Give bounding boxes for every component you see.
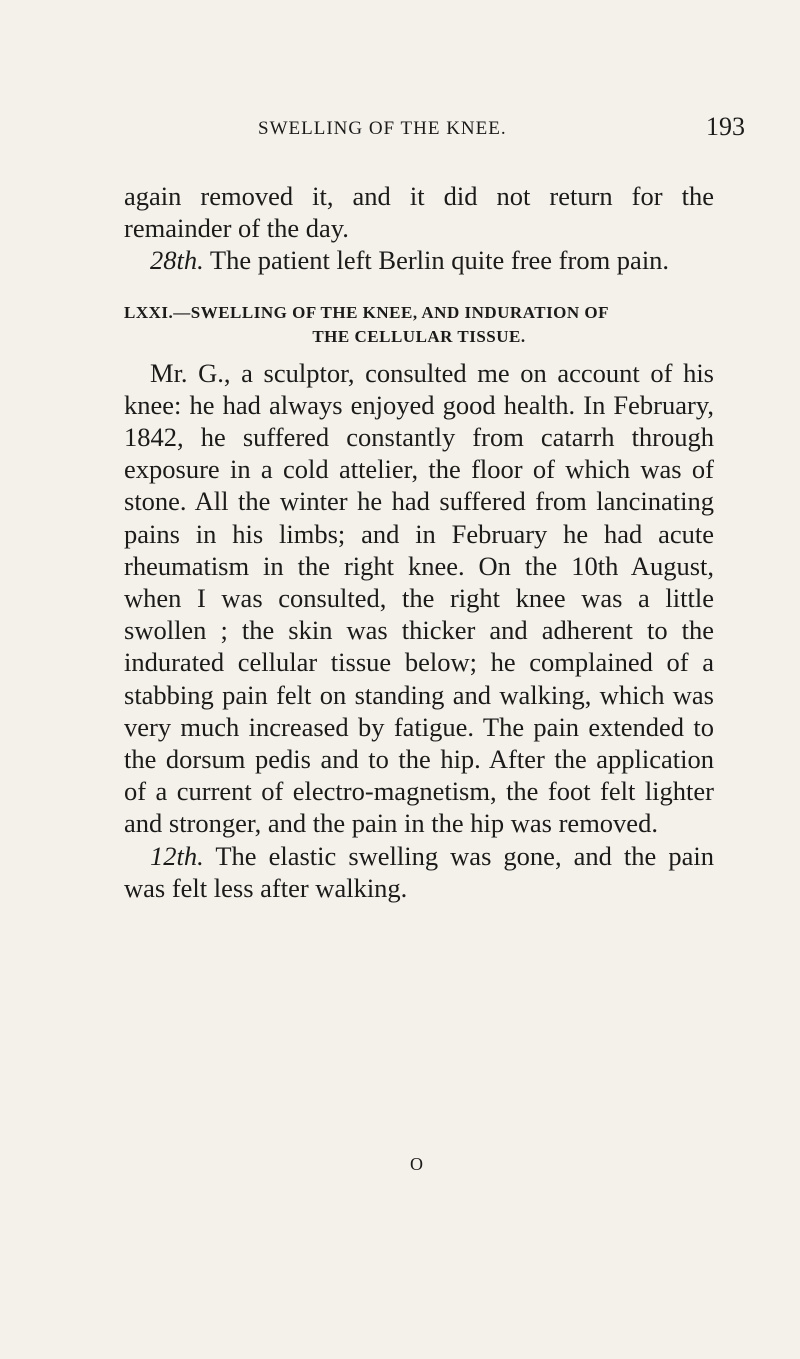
date-28th: 28th. xyxy=(150,245,204,276)
body-text-block xyxy=(124,180,714,904)
paragraph-case-description: Mr. G., a sculptor, consulted me on account of his knee: he had always enjoyed good health. In February, 1842, he suffered constantly from catarrh through exposure in a cold attelier, the floor of which was of stone. All the winter he had suffered from lancinating pains in his limbs; and in February he had acute rheumatism in the right knee. On the 10th August, when I was consulted, the right knee was a little swollen ; the skin was thicker and adherent to the indurated cellular tissue below; he complained of a stabbing pain felt on standing and walking, which was very much increased by fatigue. The pain extended to the dorsum pedis and to the hip. After the application of a current of electro-magnetism, the foot felt lighter and stronger, and the pain in the hip was removed. xyxy=(124,357,714,839)
case-heading-line-1: LXXI.—SWELLING OF THE KNEE, AND INDURATION OF xyxy=(124,302,610,322)
running-title: SWELLING OF THE KNEE. xyxy=(258,118,507,139)
date-12th: 12th. xyxy=(150,840,204,871)
signature-mark: O xyxy=(410,1154,423,1174)
paragraph-28th-text: The patient left Berlin quite free from pain. xyxy=(203,245,670,276)
paragraph-12th-text: The elastic swelling was gone, and the pain was felt less after walking. xyxy=(124,840,714,903)
case-heading-line-2: THE CELLULAR TISSUE. xyxy=(312,326,526,346)
paragraph-28th xyxy=(124,244,714,276)
paragraph-continuation: again removed it, and it did not return for the remainder of the day. xyxy=(124,181,714,244)
page-number: 193 xyxy=(706,112,745,141)
paragraph-12th xyxy=(124,840,714,904)
case-heading xyxy=(124,301,714,349)
